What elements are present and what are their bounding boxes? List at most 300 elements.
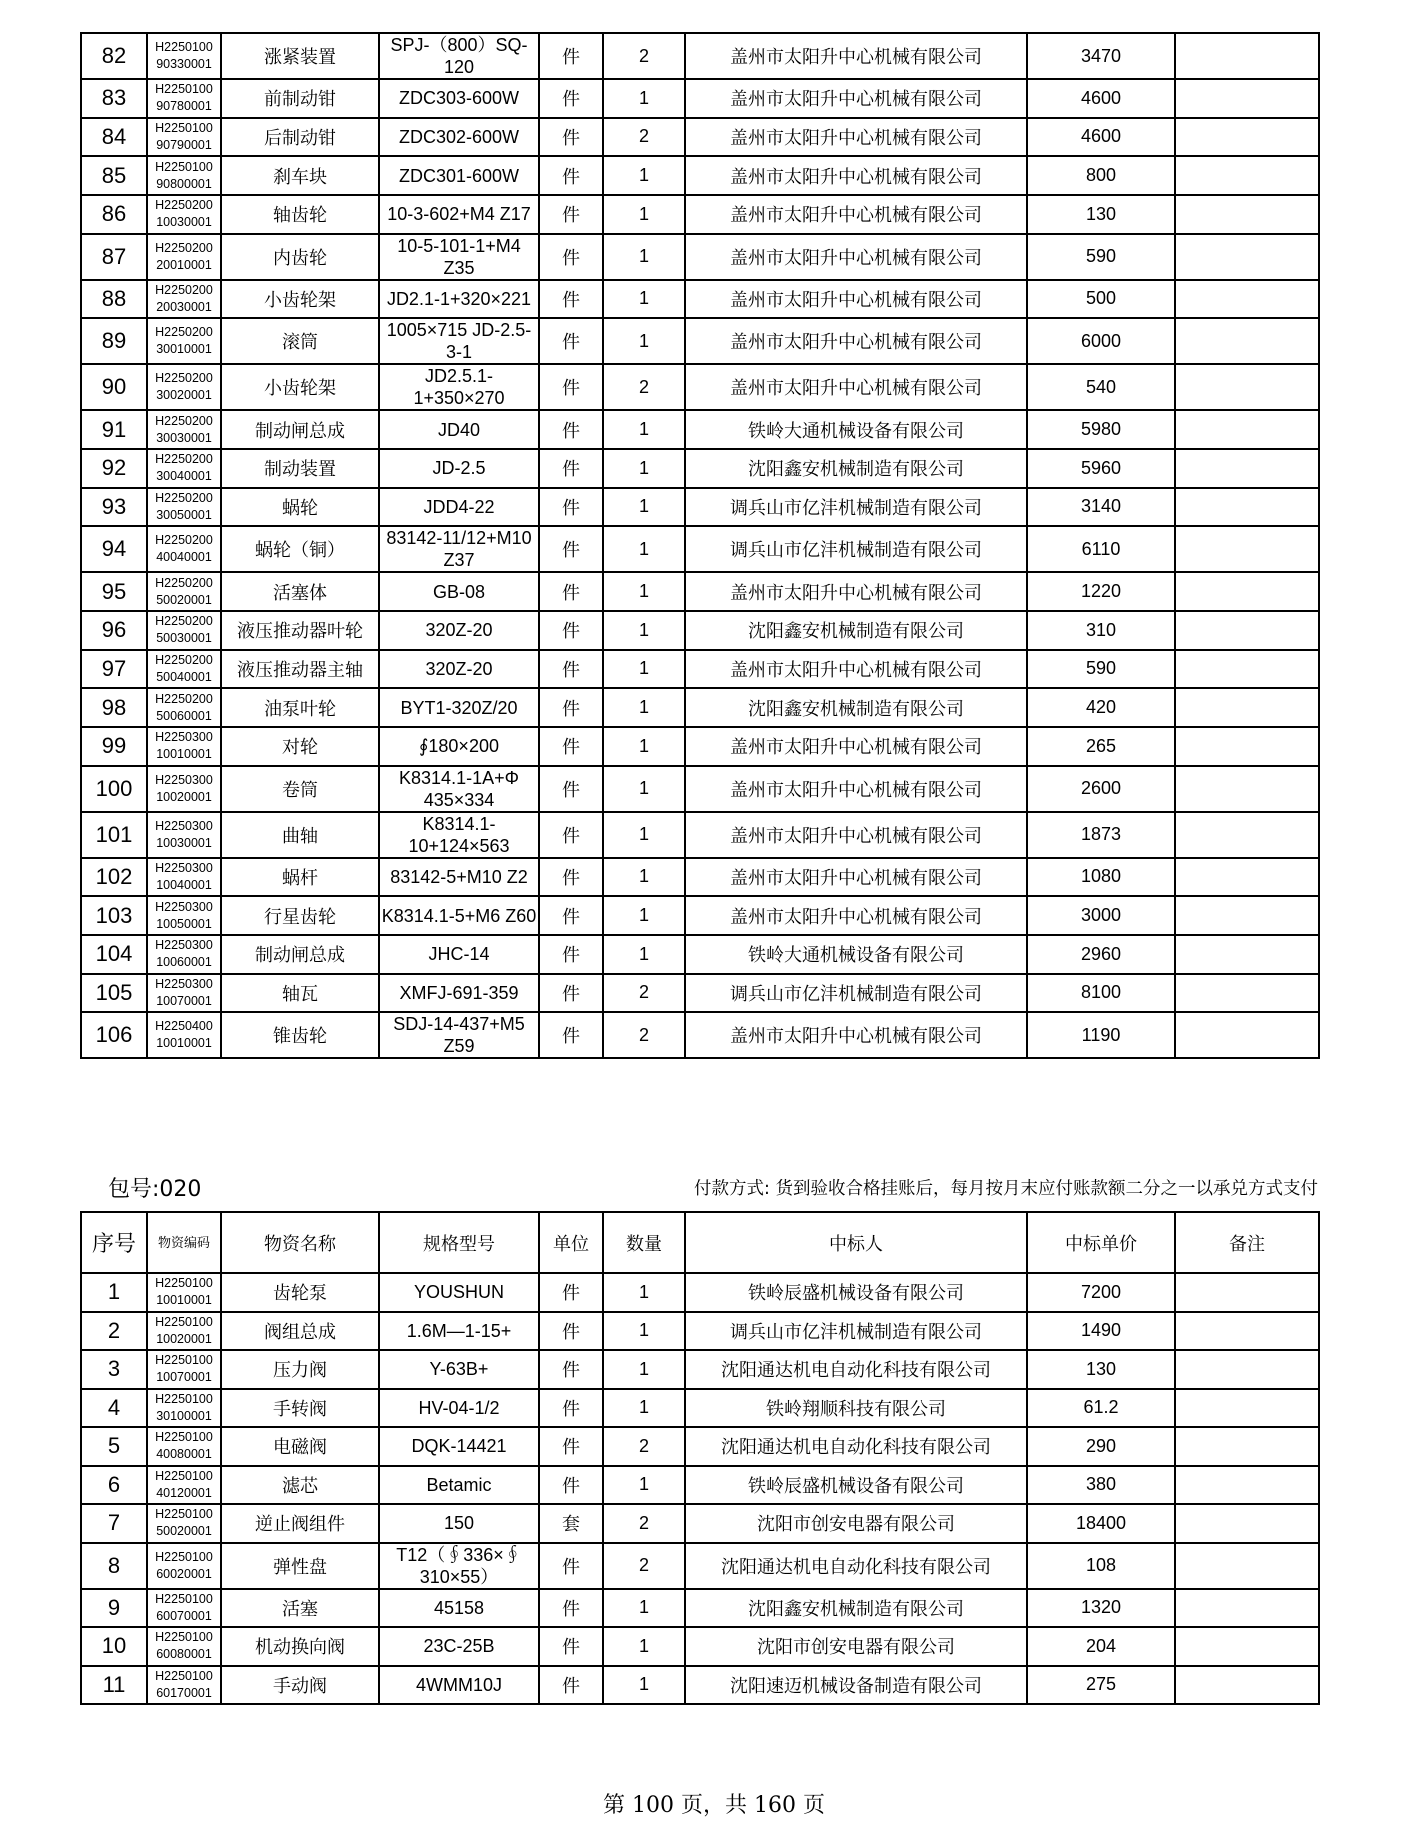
row-remark (1175, 234, 1319, 280)
row-spec: Betamic (379, 1466, 539, 1505)
row-qty: 1 (603, 195, 685, 234)
row-remark (1175, 611, 1319, 650)
row-supplier: 沈阳市创安电器有限公司 (685, 1627, 1027, 1666)
row-code (147, 766, 221, 812)
row-price: 61.2 (1027, 1389, 1175, 1428)
row-remark (1175, 79, 1319, 118)
row-spec: 4WMM10J (379, 1666, 539, 1705)
row-spec: JHC-14 (379, 935, 539, 974)
row-qty: 1 (603, 488, 685, 527)
row-code-line2: 50060001 (156, 708, 212, 723)
row-name: 油泵叶轮 (221, 688, 379, 727)
row-supplier: 盖州市太阳升中心机械有限公司 (685, 118, 1027, 157)
row-qty: 1 (603, 1466, 685, 1505)
row-code-line1: H2250100 (155, 1314, 213, 1329)
row-code-line2: 60170001 (156, 1685, 212, 1700)
row-price: 275 (1027, 1666, 1175, 1705)
row-seq: 82 (81, 33, 147, 79)
row-code-line1: H2250300 (155, 772, 213, 787)
row-seq: 6 (81, 1466, 147, 1505)
row-code-line1: H2250100 (155, 1276, 213, 1291)
table-row (81, 1627, 1319, 1666)
table-row (81, 1273, 1319, 1312)
row-name: 滤芯 (221, 1466, 379, 1505)
row-supplier: 盖州市太阳升中心机械有限公司 (685, 364, 1027, 410)
row-unit: 件 (539, 1666, 603, 1705)
row-code-line1: H2250100 (155, 82, 213, 97)
header-qty: 数量 (603, 1212, 685, 1273)
row-seq: 106 (81, 1012, 147, 1058)
row-code-line1: H2250200 (155, 282, 213, 297)
row-qty: 1 (603, 410, 685, 449)
row-seq: 10 (81, 1627, 147, 1666)
header-name: 物资名称 (221, 1212, 379, 1273)
row-seq: 100 (81, 766, 147, 812)
row-supplier: 沈阳鑫安机械制造有限公司 (685, 1589, 1027, 1628)
row-unit: 件 (539, 974, 603, 1013)
row-spec: 83142-11/12+M10 Z37 (379, 526, 539, 572)
row-seq: 4 (81, 1389, 147, 1428)
row-unit: 件 (539, 1350, 603, 1389)
row-code-line2: 30020001 (156, 388, 212, 403)
row-qty: 2 (603, 364, 685, 410)
row-supplier: 盖州市太阳升中心机械有限公司 (685, 318, 1027, 364)
row-unit: 件 (539, 766, 603, 812)
row-name: 手转阀 (221, 1389, 379, 1428)
table-row (81, 1504, 1319, 1543)
row-code (147, 410, 221, 449)
row-supplier: 调兵山市亿沣机械制造有限公司 (685, 1312, 1027, 1351)
row-code (147, 1666, 221, 1705)
row-code (147, 1389, 221, 1428)
row-remark (1175, 1504, 1319, 1543)
row-price: 2600 (1027, 766, 1175, 812)
row-supplier: 盖州市太阳升中心机械有限公司 (685, 766, 1027, 812)
row-price: 500 (1027, 280, 1175, 319)
row-code (147, 526, 221, 572)
row-spec: ZDC301-600W (379, 156, 539, 195)
row-code-line2: 50020001 (156, 1524, 212, 1539)
row-code-line2: 30050001 (156, 507, 212, 522)
row-code-line2: 60020001 (156, 1566, 212, 1581)
row-remark (1175, 1389, 1319, 1428)
row-code-line1: H2250100 (155, 1391, 213, 1406)
row-spec: JD2.5.1-1+350×270 (379, 364, 539, 410)
row-code-line1: H2250200 (155, 413, 213, 428)
row-qty: 1 (603, 234, 685, 280)
row-seq: 104 (81, 935, 147, 974)
row-code (147, 488, 221, 527)
row-name: 蜗杆 (221, 858, 379, 897)
row-price: 310 (1027, 611, 1175, 650)
row-price: 4600 (1027, 79, 1175, 118)
row-code-line1: H2250300 (155, 938, 213, 953)
row-supplier: 铁岭辰盛机械设备有限公司 (685, 1273, 1027, 1312)
row-name: 内齿轮 (221, 234, 379, 280)
row-name: 制动闸总成 (221, 935, 379, 974)
row-name: 液压推动器主轴 (221, 650, 379, 689)
row-spec: JD2.1-1+320×221 (379, 280, 539, 319)
row-qty: 1 (603, 1589, 685, 1628)
row-name: 行星齿轮 (221, 896, 379, 935)
row-spec: JD40 (379, 410, 539, 449)
row-spec: 23C-25B (379, 1627, 539, 1666)
row-unit: 件 (539, 410, 603, 449)
row-code (147, 1350, 221, 1389)
row-supplier: 盖州市太阳升中心机械有限公司 (685, 650, 1027, 689)
row-unit: 件 (539, 1627, 603, 1666)
row-seq: 84 (81, 118, 147, 157)
row-code-line1: H2250100 (155, 1549, 213, 1564)
package-label: 包号:020 (108, 1177, 202, 1202)
row-name: 轴齿轮 (221, 195, 379, 234)
row-code-line2: 50030001 (156, 631, 212, 646)
row-code-line2: 90330001 (156, 57, 212, 71)
row-unit: 件 (539, 449, 603, 488)
row-remark (1175, 1666, 1319, 1705)
row-code (147, 688, 221, 727)
row-unit: 件 (539, 1389, 603, 1428)
row-unit: 件 (539, 1427, 603, 1466)
row-seq: 94 (81, 526, 147, 572)
row-code-line2: 10070001 (156, 993, 212, 1008)
payment-terms: 付款方式: 货到验收合格挂账后，每月按月末应付账款额二分之一以承兑方式支付 (694, 1179, 1318, 1199)
row-unit: 件 (539, 896, 603, 935)
row-unit: 件 (539, 688, 603, 727)
row-qty: 2 (603, 1012, 685, 1058)
row-remark (1175, 318, 1319, 364)
upper-table-body (81, 33, 1319, 1058)
row-spec: T12（∮336×∮ 310×55） (379, 1543, 539, 1589)
table-row (81, 410, 1319, 449)
row-qty: 1 (603, 526, 685, 572)
row-supplier: 调兵山市亿沣机械制造有限公司 (685, 526, 1027, 572)
table-row (81, 526, 1319, 572)
row-code (147, 1427, 221, 1466)
row-unit: 件 (539, 195, 603, 234)
row-code (147, 1012, 221, 1058)
row-spec: Y-63B+ (379, 1350, 539, 1389)
row-qty: 1 (603, 79, 685, 118)
lower-bid-table (80, 1211, 1320, 1705)
row-code-line1: H2250200 (155, 198, 213, 213)
row-seq: 11 (81, 1666, 147, 1705)
row-qty: 1 (603, 1273, 685, 1312)
row-code (147, 449, 221, 488)
row-code-line2: 50020001 (156, 592, 212, 607)
row-qty: 1 (603, 1666, 685, 1705)
row-price: 2960 (1027, 935, 1175, 974)
row-seq: 85 (81, 156, 147, 195)
row-code (147, 364, 221, 410)
row-code (147, 1504, 221, 1543)
row-qty: 1 (603, 318, 685, 364)
table-row (81, 1389, 1319, 1428)
row-spec: BYT1-320Z/20 (379, 688, 539, 727)
row-code-line1: H2250200 (155, 240, 213, 255)
row-spec: SPJ-（800）SQ-120 (379, 33, 539, 79)
row-name: 轴瓦 (221, 974, 379, 1013)
table-row (81, 1543, 1319, 1589)
row-code (147, 812, 221, 858)
row-seq: 103 (81, 896, 147, 935)
row-code-line1: H2250100 (155, 159, 213, 174)
row-remark (1175, 195, 1319, 234)
header-row (81, 1212, 1319, 1273)
row-seq: 8 (81, 1543, 147, 1589)
row-seq: 90 (81, 364, 147, 410)
row-code (147, 1466, 221, 1505)
row-seq: 87 (81, 234, 147, 280)
row-code-line1: H2250100 (155, 1468, 213, 1483)
row-unit: 件 (539, 727, 603, 766)
row-code-line2: 90780001 (156, 99, 212, 114)
row-spec: K8314.1-1A+Φ 435×334 (379, 766, 539, 812)
row-price: 18400 (1027, 1504, 1175, 1543)
row-supplier: 沈阳鑫安机械制造有限公司 (685, 449, 1027, 488)
row-name: 液压推动器叶轮 (221, 611, 379, 650)
row-code-line2: 60070001 (156, 1608, 212, 1623)
row-code-line2: 40040001 (156, 550, 212, 565)
row-spec: DQK-14421 (379, 1427, 539, 1466)
table-row (81, 1350, 1319, 1389)
row-spec: ZDC302-600W (379, 118, 539, 157)
row-remark (1175, 526, 1319, 572)
row-code-line2: 40120001 (156, 1485, 212, 1500)
row-spec: 10-3-602+M4 Z17 (379, 195, 539, 234)
page-number: 第 100 页，共 160 页 (603, 1793, 825, 1818)
row-name: 弹性盘 (221, 1543, 379, 1589)
row-price: 3470 (1027, 33, 1175, 79)
row-name: 刹车块 (221, 156, 379, 195)
row-unit: 件 (539, 1466, 603, 1505)
row-price: 108 (1027, 1543, 1175, 1589)
row-code-line1: H2250200 (155, 490, 213, 505)
row-spec: K8314.1- 10+124×563 (379, 812, 539, 858)
row-remark (1175, 1273, 1319, 1312)
row-price: 540 (1027, 364, 1175, 410)
row-qty: 1 (603, 1389, 685, 1428)
row-seq: 93 (81, 488, 147, 527)
row-price: 5980 (1027, 410, 1175, 449)
row-qty: 1 (603, 156, 685, 195)
row-remark (1175, 1466, 1319, 1505)
table-row (81, 449, 1319, 488)
row-price: 7200 (1027, 1273, 1175, 1312)
table-row (81, 727, 1319, 766)
row-supplier: 盖州市太阳升中心机械有限公司 (685, 896, 1027, 935)
row-name: 制动装置 (221, 449, 379, 488)
row-code-line1: H2250100 (155, 40, 213, 54)
row-code-line1: H2250200 (155, 652, 213, 667)
row-seq: 5 (81, 1427, 147, 1466)
row-name: 制动闸总成 (221, 410, 379, 449)
row-code (147, 318, 221, 364)
row-seq: 99 (81, 727, 147, 766)
row-seq: 89 (81, 318, 147, 364)
row-qty: 1 (603, 935, 685, 974)
row-code-line1: H2250200 (155, 452, 213, 467)
row-unit: 件 (539, 935, 603, 974)
row-unit: 件 (539, 1589, 603, 1628)
row-price: 590 (1027, 650, 1175, 689)
row-spec: 10-5-101-1+M4 Z35 (379, 234, 539, 280)
row-qty: 1 (603, 611, 685, 650)
row-code (147, 33, 221, 79)
row-code-line2: 40080001 (156, 1447, 212, 1462)
row-qty: 2 (603, 1504, 685, 1543)
row-code (147, 79, 221, 118)
row-price: 6110 (1027, 526, 1175, 572)
row-seq: 97 (81, 650, 147, 689)
row-code (147, 650, 221, 689)
row-code (147, 727, 221, 766)
row-name: 电磁阀 (221, 1427, 379, 1466)
table-row (81, 935, 1319, 974)
row-qty: 1 (603, 1350, 685, 1389)
row-code (147, 572, 221, 611)
table-row (81, 1589, 1319, 1628)
row-seq: 88 (81, 280, 147, 319)
row-supplier: 盖州市太阳升中心机械有限公司 (685, 79, 1027, 118)
row-spec: 83142-5+M10 Z2 (379, 858, 539, 897)
table-row (81, 1466, 1319, 1505)
row-name: 曲轴 (221, 812, 379, 858)
row-code (147, 974, 221, 1013)
row-code (147, 1589, 221, 1628)
row-code (147, 156, 221, 195)
row-qty: 2 (603, 1543, 685, 1589)
row-remark (1175, 156, 1319, 195)
row-unit: 件 (539, 33, 603, 79)
row-qty: 1 (603, 858, 685, 897)
row-remark (1175, 488, 1319, 527)
row-spec: HV-04-1/2 (379, 1389, 539, 1428)
table-row (81, 1312, 1319, 1351)
row-code (147, 1312, 221, 1351)
row-code (147, 234, 221, 280)
row-qty: 1 (603, 812, 685, 858)
row-supplier: 盖州市太阳升中心机械有限公司 (685, 812, 1027, 858)
row-spec: JD-2.5 (379, 449, 539, 488)
row-remark (1175, 410, 1319, 449)
row-qty: 1 (603, 766, 685, 812)
row-spec: 150 (379, 1504, 539, 1543)
row-code (147, 935, 221, 974)
row-code (147, 1273, 221, 1312)
table-row (81, 234, 1319, 280)
row-remark (1175, 812, 1319, 858)
row-unit: 件 (539, 488, 603, 527)
row-remark (1175, 727, 1319, 766)
row-remark (1175, 1012, 1319, 1058)
row-price: 130 (1027, 195, 1175, 234)
row-code-line1: H2250200 (155, 691, 213, 706)
row-spec: ZDC303-600W (379, 79, 539, 118)
row-code-line2: 20030001 (156, 299, 212, 314)
row-code-line2: 10010001 (156, 747, 212, 762)
row-seq: 105 (81, 974, 147, 1013)
row-name: 活塞 (221, 1589, 379, 1628)
row-name: 压力阀 (221, 1350, 379, 1389)
row-unit: 件 (539, 79, 603, 118)
row-qty: 1 (603, 727, 685, 766)
row-qty: 1 (603, 896, 685, 935)
row-spec: JDD4-22 (379, 488, 539, 527)
row-supplier: 铁岭大通机械设备有限公司 (685, 410, 1027, 449)
row-qty: 2 (603, 118, 685, 157)
row-remark (1175, 974, 1319, 1013)
row-code-line2: 60080001 (156, 1647, 212, 1662)
row-name: 滚筒 (221, 318, 379, 364)
header-price: 中标单价 (1027, 1212, 1175, 1273)
row-price: 3000 (1027, 896, 1175, 935)
row-code-line1: H2250400 (155, 1019, 213, 1034)
table-row (81, 118, 1319, 157)
row-remark (1175, 650, 1319, 689)
row-code-line2: 10070001 (156, 1370, 212, 1385)
row-remark (1175, 572, 1319, 611)
row-unit: 件 (539, 572, 603, 611)
row-code-line2: 30030001 (156, 430, 212, 445)
row-code-line1: H2250300 (155, 976, 213, 991)
row-price: 6000 (1027, 318, 1175, 364)
row-qty: 1 (603, 449, 685, 488)
row-code-line2: 30100001 (156, 1408, 212, 1423)
row-price: 1190 (1027, 1012, 1175, 1058)
row-seq: 98 (81, 688, 147, 727)
table-row (81, 611, 1319, 650)
row-supplier: 盖州市太阳升中心机械有限公司 (685, 156, 1027, 195)
row-price: 290 (1027, 1427, 1175, 1466)
row-unit: 套 (539, 1504, 603, 1543)
table-row (81, 79, 1319, 118)
row-supplier: 盖州市太阳升中心机械有限公司 (685, 195, 1027, 234)
row-remark (1175, 280, 1319, 319)
row-unit: 件 (539, 280, 603, 319)
row-seq: 86 (81, 195, 147, 234)
row-spec: K8314.1-5+M6 Z60 (379, 896, 539, 935)
row-price: 204 (1027, 1627, 1175, 1666)
row-code-line1: H2250100 (155, 1507, 213, 1522)
lower-table-body (81, 1273, 1319, 1704)
table-row (81, 156, 1319, 195)
row-code-line2: 30010001 (156, 342, 212, 357)
row-spec: 1005×715 JD-2.5-3-1 (379, 318, 539, 364)
row-price: 590 (1027, 234, 1175, 280)
row-code-line1: H2250100 (155, 120, 213, 135)
row-supplier: 盖州市太阳升中心机械有限公司 (685, 727, 1027, 766)
row-name: 手动阀 (221, 1666, 379, 1705)
row-price: 380 (1027, 1466, 1175, 1505)
row-name: 逆止阀组件 (221, 1504, 379, 1543)
row-code-line1: H2250300 (155, 818, 213, 833)
row-code-line2: 10050001 (156, 916, 212, 931)
row-qty: 1 (603, 650, 685, 689)
row-spec: YOUSHUN (379, 1273, 539, 1312)
row-code-line1: H2250200 (155, 325, 213, 340)
row-unit: 件 (539, 611, 603, 650)
table-row (81, 688, 1319, 727)
row-code-line1: H2250200 (155, 371, 213, 386)
row-code-line1: H2250300 (155, 730, 213, 745)
row-remark (1175, 118, 1319, 157)
row-seq: 92 (81, 449, 147, 488)
row-supplier: 沈阳速迈机械设备制造有限公司 (685, 1666, 1027, 1705)
row-code-line2: 10020001 (156, 789, 212, 804)
row-remark (1175, 858, 1319, 897)
table-row (81, 488, 1319, 527)
